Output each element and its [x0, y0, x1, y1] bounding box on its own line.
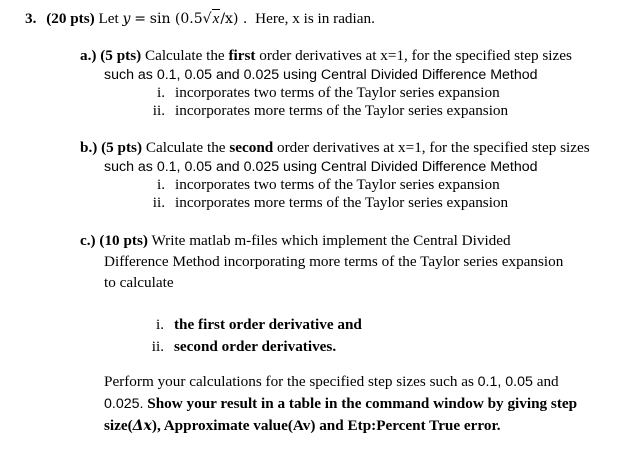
part-c-text1: Write matlab m-files which implement the Central Divided: [151, 232, 511, 249]
part-b-item-i: [139, 176, 500, 194]
part-c-text2: Difference Method incorporating more terms of the Taylor series expansion: [104, 253, 564, 270]
para-text-post: and: [536, 373, 559, 390]
part-c-points: (10 pts): [99, 232, 148, 249]
part-b-item-ii: [139, 194, 508, 212]
part-a-line1: [80, 47, 572, 65]
para-step-size-last: 0.025.: [104, 396, 144, 412]
part-c-label: c.): [80, 232, 96, 249]
part-a-item-i: [139, 84, 500, 102]
para-bold-a: size(: [104, 417, 133, 434]
roman-numeral: ii.: [152, 102, 165, 119]
part-b-text-post: order derivatives at x=1, for the specified step sizes: [277, 139, 590, 156]
part-a-text-post: order derivatives at x=1, for the specified step sizes: [259, 47, 572, 64]
part-b-label: b.): [80, 139, 98, 156]
part-c-text3: to calculate: [104, 274, 174, 291]
roman-numeral: i.: [156, 176, 165, 193]
part-b-text-pre: Calculate the: [145, 139, 226, 156]
part-b-item-ii-text: incorporates more terms of the Taylor series expansion: [175, 194, 509, 211]
part-a-bold: first: [228, 47, 256, 64]
part-a-item-ii: [139, 102, 508, 120]
part-a-label: a.): [80, 47, 97, 64]
question-intro: Let: [98, 10, 119, 27]
math-equals: =: [134, 11, 146, 27]
roman-numeral: ii.: [151, 338, 164, 355]
part-a-line2: [104, 66, 538, 84]
math-sin-close: /x) .: [220, 11, 248, 27]
math-delta-x: Δx: [132, 418, 152, 434]
part-b-line2: [104, 158, 538, 176]
part-c-item-ii-text: second order derivatives.: [174, 338, 337, 355]
part-c-para-line1: [104, 373, 559, 391]
part-c-item-i: [140, 316, 362, 334]
question-note: Here, x is in radian.: [255, 10, 375, 27]
question-header: [25, 10, 375, 28]
sqrt-radicand: x: [212, 10, 220, 27]
para-step-sizes: 0.1, 0.05: [477, 374, 533, 390]
math-y: y: [122, 11, 131, 27]
para-bold-instruction: Show your result in a table in the command window by giving step: [147, 395, 578, 412]
roman-numeral: ii.: [152, 194, 165, 211]
part-c-line2: [104, 253, 563, 271]
part-a-text-pre: Calculate the: [144, 47, 225, 64]
part-c-item-ii: [140, 338, 336, 356]
part-a-item-ii-text: incorporates more terms of the Taylor series expansion: [175, 102, 509, 119]
part-a-text2: such as 0.1, 0.05 and 0.025 using Central Divided Difference Method: [104, 67, 538, 83]
para-text-pre: Perform your calculations for the specified step sizes such as: [104, 373, 474, 390]
part-c-para-line3: [104, 417, 501, 435]
part-a-item-i-text: incorporates two terms of the Taylor series expansion: [175, 84, 500, 101]
roman-numeral: i.: [155, 316, 164, 333]
part-c-para-line2: [104, 395, 577, 413]
sqrt-symbol: √x: [202, 10, 220, 27]
part-b-bold: second: [229, 139, 274, 156]
roman-numeral: i.: [156, 84, 165, 101]
part-c-item-i-text: the first order derivative and: [174, 316, 362, 333]
math-sin-open: sin (0.5: [149, 11, 203, 27]
part-b-points: (5 pts): [101, 139, 143, 156]
part-b-text2: such as 0.1, 0.05 and 0.025 using Central Divided Difference Method: [104, 159, 538, 175]
part-c-line1: [80, 232, 511, 250]
part-b-item-i-text: incorporates two terms of the Taylor series expansion: [175, 176, 500, 193]
para-bold-b: ), Approximate value(Av) and Etp:Percent True error.: [151, 417, 501, 434]
part-c-line3: [104, 274, 174, 292]
question-points: (20 pts): [46, 10, 95, 27]
part-b-line1: [80, 139, 590, 157]
question-number: 3.: [25, 10, 37, 27]
part-a-points: (5 pts): [100, 47, 142, 64]
